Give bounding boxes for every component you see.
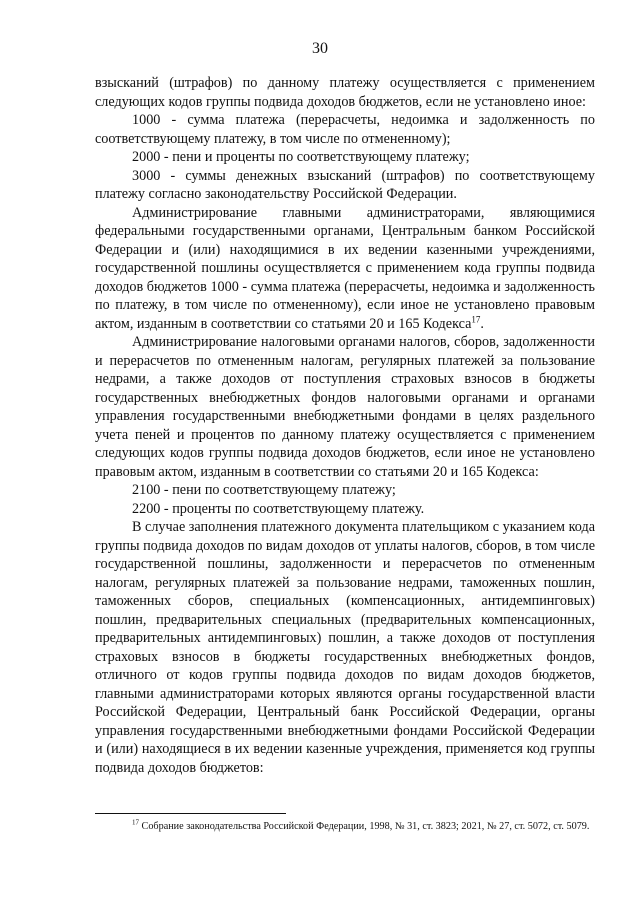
footnote: [95, 820, 595, 834]
paragraph: [95, 167, 595, 204]
footnote-reference: 17: [471, 313, 481, 324]
paragraph: [95, 148, 595, 167]
paragraph: [95, 518, 595, 777]
footnote-marker: 17: [132, 818, 139, 827]
paragraph-tail: .: [480, 315, 484, 332]
footnote-text: Собрание законодательства Российской Федерации, 1998, № 31, ст. 3823; 2021, № 27, ст. 5072, ст. 5079.: [139, 821, 590, 832]
page-number: 30: [312, 40, 328, 57]
paragraph: [95, 111, 595, 148]
paragraph: [95, 481, 595, 500]
paragraph: [95, 74, 595, 111]
paragraph-text: В случае заполнения платежного документа плательщиком с указанием кода группы подвида доходов по видам доходов от уплаты налогов, сборов, в том числе государственной пошлины, задолженности и перерасчетов по отмененным налогам, регулярных платежей за пользование недрами, таможенных пошлин, таможенных сборов, специальных (компенсационных, антидемпинговых) пошлин, предварительных специальных (предварительных компенсационных, предварительных антидемпинговых) пошлин, а также доходов от поступления страховых взносов в бюджеты государственных внебюджетных фондов, отличного от кодов группы подвида доходов по видам доходов бюджетов, главными администраторами которых являются органы государственной власти Российской Федерации, Центральный банк Российской Федерации, органы управления государственными внебюджетными фондами Российской Федерации и (или) находящиеся в их ведении казенные учреждения, применяется код группы подвида доходов бюджетов:: [95, 519, 595, 776]
paragraph-text: 2000 - пени и проценты по соответствующему платежу;: [132, 149, 470, 165]
paragraph: [95, 333, 595, 481]
body-text: [95, 74, 595, 777]
paragraph-text: 2100 - пени по соответствующему платежу;: [132, 482, 396, 498]
paragraph: [95, 204, 595, 334]
paragraph-text: Администрирование главными администраторами, являющимися федеральными государственными органами, Центральным банком Российской Федерации и (или) находящимися в их ведении казенными учреждениями, государственной пошлины осуществляется с применением кода группы подвида доходов бюджетов 1000 - сумма платежа (перерасчеты, недоимка и задолженность по платежу, в том числе по отмененному), если иное не установлено правовым актом, изданным в соответствии со статьями 20 и 165 Кодекса: [95, 204, 595, 332]
paragraph: [95, 500, 595, 519]
paragraph-text: Администрирование налоговыми органами налогов, сборов, задолженности и перерасчетов по отмененным налогам, регулярных платежей за пользование недрами, а также доходов от поступления страховых взносов в бюджеты государственных внебюджетных фондов налоговыми органами и органами управления государственными внебюджетными фондами в целях раздельного учета пеней и процентов по данному платежу осуществляется с применением следующих кодов группы подвида доходов бюджетов, если иное не установлено правовым актом, изданным в соответствии со статьями 20 и 165 Кодекса:: [95, 334, 595, 480]
paragraph-text: взысканий (штрафов) по данному платежу осуществляется с применением следующих кодов группы подвида доходов бюджетов, если не установлено иное:: [95, 75, 595, 110]
footnote-separator: [95, 813, 286, 814]
paragraph-text: 1000 - сумма платежа (перерасчеты, недоимка и задолженность по соответствующему платежу, в том числе по отмененному);: [95, 112, 595, 147]
paragraph-text: 2200 - проценты по соответствующему платежу.: [132, 500, 425, 517]
paragraph-text: 3000 - суммы денежных взысканий (штрафов) по соответствующему платежу согласно законодательству Российской Федерации.: [95, 167, 595, 202]
